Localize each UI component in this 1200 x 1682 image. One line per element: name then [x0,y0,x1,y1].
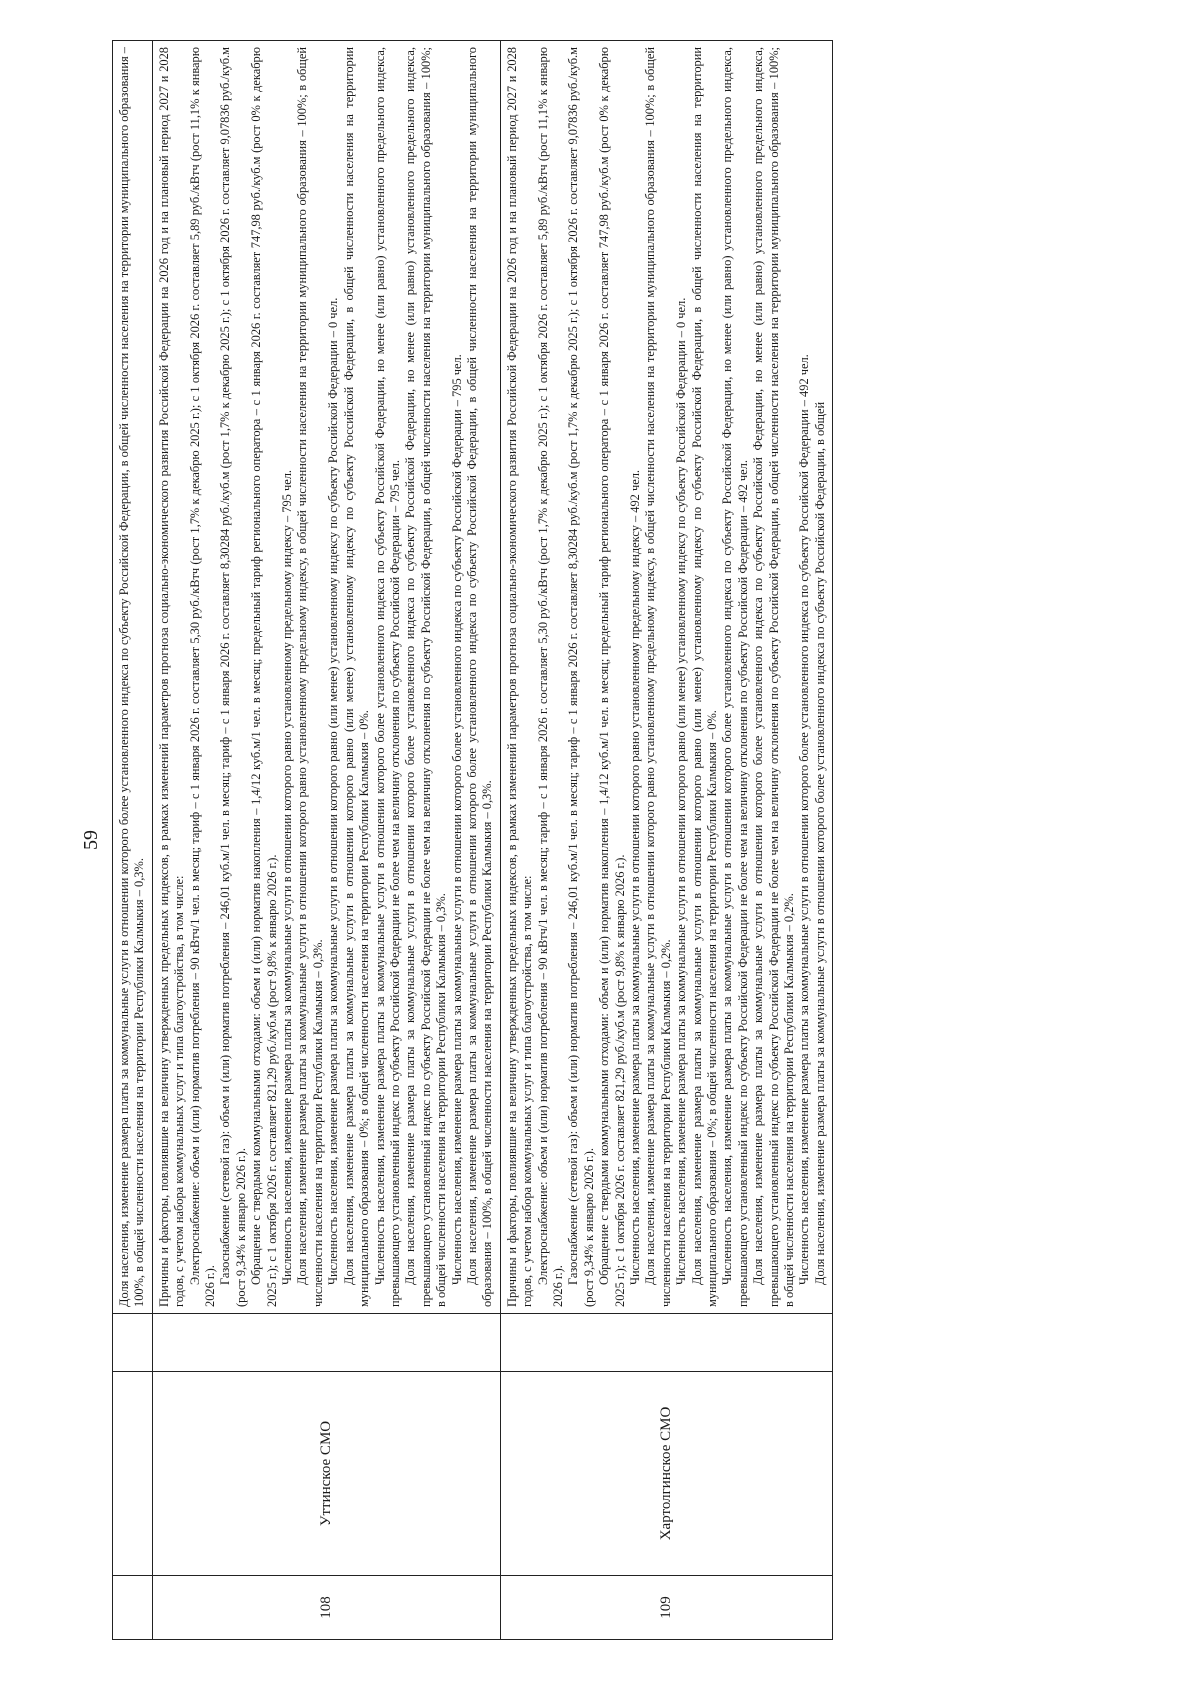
row-number-cell: 109 [500,1576,833,1640]
paragraph: Доля населения, изменение размера платы за коммунальные услуги в отношении которого равно (или менее) установленному индексу по субъекту Российской Федерации, в общей численности населения на территории муниципального образования – 0%; в общей численности населения на территории Республики Калмыкия – 0%. [341,47,372,1307]
paragraph: Обращение с твердыми коммунальными отходами: объем и (или) норматив накопления – 1,4/12 куб.м/1 чел. в месяц; предельный тариф регионального оператора – с 1 января 2026 г. составляет 747,98 руб./куб.м (рост 0% к декабрю 2025 г.); с 1 октября 2026 г. составляет 821,29 руб./куб.м (рост 9,8% к январю 2026 г.). [249,47,279,1307]
paragraph: Численность населения, изменение размера платы за коммунальные услуги в отношении которого равно (или менее) установленному индексу по субъекту Российской Федерации – 0 чел. [326,297,341,1285]
paragraph: Доля населения, изменение размера платы за коммунальные услуги в отношении которого более установленного индекса по субъекту Российской Федерации, но менее (или равно) установленного предельного индекса, превышающего установленный индекс по субъекту Российской Федерации не более чем на величину отклонения по субъекту Российской Федерации, в общей численности населения на территории муниципального образования – 100%; в общей численности населения на территории Республики Калмыкия – 0,2%. [751,47,797,1307]
paragraph: Причины и факторы, повлиявшие на величину утвержденных предельных индексов, в рамках изменений параметров прогноза социально-экономического развития Российской Федерации на 2026 год и на плановый период 2027 и 2028 годов, с учетом набора коммунальных услуг и типа благоустройства, в том числе: [156,47,187,1307]
content-cell [500,41,833,1314]
row-number-cell [113,1576,153,1640]
paragraph: Численность населения, изменение размера платы за коммунальные услуги в отношении которого равно установленному предельному индексу – 795 чел. [280,470,295,1285]
paragraph: Газоснабжение (сетевой газ): объем и (или) норматив потребления – 246,01 куб.м/1 чел. в месяц; тариф – с 1 января 2026 г. составляет 8,30284 руб./куб.м (рост 1,7% к декабрю 2025 г.); с 1 октября 2026 г. составляет 9,07836 руб./куб.м (рост 9,34% к январю 2026 г.). [218,47,248,1307]
paragraph: Численность населения, изменение размера платы за коммунальные услуги в отношении которого более установленного индекса по субъекту Российской Федерации, но менее (или равно) установленного предельного индекса, превышающего установленный индекс по субъекту Российской Федерации не более чем на величину отклонения по субъекту Российской Федерации – 492 чел. [720,47,750,1307]
paragraph: Численность населения, изменение размера платы за коммунальные услуги в отношении которого более установленного индекса по субъекту Российской Федерации – 492 чел. [797,354,812,1285]
table-row-109 [500,41,833,1640]
paragraph: Доля населения, изменение размера платы за коммунальные услуги в отношении которого более установленного индекса по субъекту Российской Федерации, но менее (или равно) установленного предельного индекса, превышающего установленный индекс по субъекту Российской Федерации не более чем на величину отклонения по субъекту Российской Федерации, в общей численности населения на территории муниципального образования – 100%; в общей численности населения на территории Республики Калмыкия – 0,3%. [403,47,449,1307]
paragraph: Численность населения, изменение размера платы за коммунальные услуги в отношении которого равно (или менее) установленному индексу по субъекту Российской Федерации – 0 чел. [674,297,689,1285]
paragraph: Газоснабжение (сетевой газ): объем и (или) норматив потребления – 246,01 куб.м/1 чел. в месяц; тариф – с 1 января 2026 г. составляет 8,30284 руб./куб.м (рост 1,7% к декабрю 2025 г.); с 1 октября 2026 г. составляет 9,07836 руб./куб.м (рост 9,34% к январю 2026 г.). [566,47,596,1307]
paragraph: Доля населения, изменение размера платы за коммунальные услуги в отношении которого равно (или менее) установленному индексу по субъекту Российской Федерации, в общей численности населения на территории муниципального образования – 0%; в общей численности населения на территории Республики Калмыкия – 0%. [689,47,720,1307]
paragraph: Численность населения, изменение размера платы за коммунальные услуги в отношении которого более установленного индекса по субъекту Российской Федерации – 795 чел. [449,354,464,1285]
page-number: 59 [80,830,102,850]
municipality-name-cell: Хартолгинское СМО [500,1372,833,1576]
paragraph: Доля населения, изменение размера платы за коммунальные услуги в отношении которого равно установленному предельному индексу, в общей численности населения на территории муниципального образования – 100%; в общей численности населения на территории Республики Калмыкия – 0,3%. [295,47,325,1307]
blank-cell [152,1314,500,1372]
row-number-cell: 108 [152,1576,500,1640]
paragraph: Численность населения, изменение размера платы за коммунальные услуги в отношении которого равно установленному предельному индексу – 492 чел. [628,470,642,1285]
content-cell [113,41,153,1314]
document-table [112,40,833,1640]
content-cell [152,41,500,1314]
rotated-page [50,40,1090,1640]
blank-cell [113,1314,153,1372]
municipality-name-cell: Уттинское СМО [152,1372,500,1576]
blank-cell [500,1314,833,1372]
paragraph: Причины и факторы, повлиявшие на величину утвержденных предельных индексов, в рамках изменений параметров прогноза социально-экономического развития Российской Федерации на 2026 год и на плановый период 2027 и 2028 годов, с учетом набора коммунальных услуг и типа благоустройства, в том числе: [504,47,535,1307]
table-row-continuation [113,41,153,1640]
table-row-108 [152,41,500,1640]
paragraph: Доля населения, изменение размера платы за коммунальные услуги в отношении которого более установленного индекса по субъекту Российской Федерации, в общей численности населения на территории муниципального образования – 100%, в общей численности населения на территории Республики Калмыкия – 0,3%. [117,47,147,1307]
row-name-cell [113,1372,153,1576]
paragraph: Обращение с твердыми коммунальными отходами: объем и (или) норматив накопления – 1,4/12 куб.м/1 чел. в месяц; предельный тариф регионального оператора – с 1 января 2026 г. составляет 747,98 руб./куб.м (рост 0% к декабрю 2025 г.); с 1 октября 2026 г. составляет 821,29 руб./куб.м (рост 9,8% к январю 2026 г.). [597,47,627,1307]
paragraph: Доля населения, изменение размера платы за коммунальные услуги в отношении которого более установленного индекса по субъекту Российской Федерации, в общей численности населения на территории муниципального образования – 100%, в общей численности населения на территории Республики Калмыкия – 0,3%. [464,47,495,1307]
paragraph: Доля населения, изменение размера платы за коммунальные услуги в отношении которого более установленного индекса по субъекту Российской Федерации, в общей [812,401,827,1285]
paragraph: Численность населения, изменение размера платы за коммунальные услуги в отношении которого более установленного индекса по субъекту Российской Федерации, но менее (или равно) установленного предельного индекса, превышающего установленный индекс по субъекту Российской Федерации не более чем на величину отклонения по субъекту Российской Федерации – 795 чел. [372,47,402,1307]
paragraph: Электроснабжение: объем и (или) норматив потребления – 90 кВтч/1 чел. в месяц; тариф – с 1 января 2026 г. составляет 5,30 руб./кВтч (рост 1,7% к декабрю 2025 г.); с 1 октября 2026 г. составляет 5,89 руб./кВтч (рост 11,1% к январю 2026 г.). [187,47,218,1307]
paragraph: Электроснабжение: объем и (или) норматив потребления – 90 кВтч/1 чел. в месяц; тариф – с 1 января 2026 г. составляет 5,30 руб./кВтч (рост 1,7% к декабрю 2025 г.); с 1 октября 2026 г. составляет 5,89 руб./кВтч (рост 11,1% к январю 2026 г.). [535,47,565,1307]
paragraph: Доля населения, изменение размера платы за коммунальные услуги в отношении которого равно установленному предельному индексу, в общей численности населения на территории муниципального образования – 100%; в общей численности населения на территории Республики Калмыкия – 0,2%. [643,47,673,1307]
